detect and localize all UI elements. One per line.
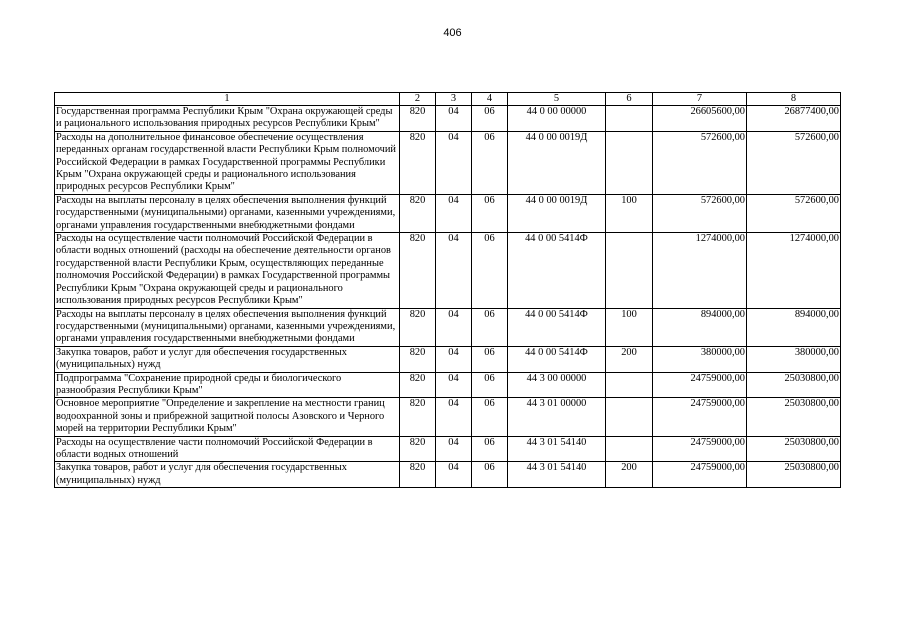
row-expense-type: [606, 106, 653, 132]
row-subsection: 06: [472, 436, 508, 462]
row-target-article: 44 0 00 0019Д: [508, 194, 606, 232]
row-amount-year-2: 572600,00: [747, 194, 841, 232]
row-amount-year-1: 572600,00: [653, 194, 747, 232]
row-name: Закупка товаров, работ и услуг для обеспечения государственных (муниципальных) нужд: [55, 462, 400, 488]
row-target-article: 44 0 00 0019Д: [508, 131, 606, 194]
table-row: [55, 194, 841, 232]
row-amount-year-2: 26877400,00: [747, 106, 841, 132]
row-ministry-code: 820: [400, 233, 436, 308]
row-section: 04: [436, 131, 472, 194]
row-ministry-code: 820: [400, 372, 436, 398]
row-section: 04: [436, 233, 472, 308]
row-ministry-code: 820: [400, 462, 436, 488]
row-ministry-code: 820: [400, 398, 436, 436]
row-ministry-code: 820: [400, 194, 436, 232]
row-amount-year-2: 25030800,00: [747, 372, 841, 398]
row-ministry-code: 820: [400, 346, 436, 372]
header-col-8: 8: [747, 93, 841, 106]
row-subsection: 06: [472, 308, 508, 346]
header-col-5: 5: [508, 93, 606, 106]
row-name: Государственная программа Республики Крым "Охрана окружающей среды и рационального использования природных ресурсов Республики Крым": [55, 106, 400, 132]
row-subsection: 06: [472, 131, 508, 194]
row-amount-year-1: 1274000,00: [653, 233, 747, 308]
header-col-3: 3: [436, 93, 472, 106]
row-amount-year-1: 380000,00: [653, 346, 747, 372]
row-section: 04: [436, 194, 472, 232]
row-ministry-code: 820: [400, 131, 436, 194]
row-name: Основное мероприятие "Определение и закрепление на местности границ водоохранной зоны и прибрежной защитной полосы Азовского и Черного морей на территории Республики Крым": [55, 398, 400, 436]
row-amount-year-1: 24759000,00: [653, 398, 747, 436]
row-name: Расходы на выплаты персоналу в целях обеспечения выполнения функций государственными (муниципальными) органами, казенными учреждениями, органами управления государственными внебюджетными фондами: [55, 308, 400, 346]
row-target-article: 44 0 00 5414Ф: [508, 233, 606, 308]
table-row: [55, 308, 841, 346]
row-amount-year-2: 894000,00: [747, 308, 841, 346]
row-target-article: 44 3 01 54140: [508, 462, 606, 488]
page-number: 406: [443, 27, 462, 39]
row-expense-type: [606, 436, 653, 462]
row-name: Расходы на осуществление части полномочий Российской Федерации в области водных отношений (расходы на обеспечение деятельности органов государственной власти Республики Крым, осуществляющих переданные полномочия Российской Федерации) в рамках Государственной программы Республики Крым "Охрана окружающей среды и рационального использования природных ресурсов Республики Крым": [55, 233, 400, 308]
row-section: 04: [436, 436, 472, 462]
row-amount-year-1: 24759000,00: [653, 372, 747, 398]
row-subsection: 06: [472, 398, 508, 436]
row-subsection: 06: [472, 194, 508, 232]
header-col-1: 1: [55, 93, 400, 106]
table-row: [55, 346, 841, 372]
budget-table: [54, 92, 841, 488]
table-row: [55, 398, 841, 436]
table-row: [55, 131, 841, 194]
row-amount-year-1: 24759000,00: [653, 436, 747, 462]
row-target-article: 44 3 01 54140: [508, 436, 606, 462]
row-subsection: 06: [472, 462, 508, 488]
row-expense-type: 100: [606, 308, 653, 346]
row-section: 04: [436, 398, 472, 436]
header-row: [55, 93, 841, 106]
row-subsection: 06: [472, 106, 508, 132]
table-row: [55, 106, 841, 132]
row-expense-type: 200: [606, 462, 653, 488]
table-row: [55, 462, 841, 488]
row-section: 04: [436, 308, 472, 346]
row-expense-type: 200: [606, 346, 653, 372]
row-section: 04: [436, 346, 472, 372]
row-amount-year-1: 572600,00: [653, 131, 747, 194]
row-ministry-code: 820: [400, 308, 436, 346]
row-subsection: 06: [472, 233, 508, 308]
row-subsection: 06: [472, 346, 508, 372]
table-row: [55, 233, 841, 308]
row-name: Закупка товаров, работ и услуг для обеспечения государственных (муниципальных) нужд: [55, 346, 400, 372]
row-name: Расходы на дополнительное финансовое обеспечение осуществления переданных органам государственной власти Республики Крым полномочий Российской Федерации в рамках Государственной программы Республики Крым "Охрана окружающей среды и рационального использования природных ресурсов Республики Крым": [55, 131, 400, 194]
row-target-article: 44 0 00 5414Ф: [508, 308, 606, 346]
row-expense-type: [606, 372, 653, 398]
row-amount-year-2: 25030800,00: [747, 462, 841, 488]
row-amount-year-1: 26605600,00: [653, 106, 747, 132]
row-amount-year-2: 572600,00: [747, 131, 841, 194]
row-name: Расходы на осуществление части полномочий Российской Федерации в области водных отношений: [55, 436, 400, 462]
row-section: 04: [436, 372, 472, 398]
row-amount-year-2: 25030800,00: [747, 398, 841, 436]
row-amount-year-1: 894000,00: [653, 308, 747, 346]
row-section: 04: [436, 462, 472, 488]
row-expense-type: [606, 233, 653, 308]
row-target-article: 44 0 00 5414Ф: [508, 346, 606, 372]
row-ministry-code: 820: [400, 436, 436, 462]
row-target-article: 44 3 01 00000: [508, 398, 606, 436]
row-expense-type: 100: [606, 194, 653, 232]
row-amount-year-2: 25030800,00: [747, 436, 841, 462]
row-amount-year-1: 24759000,00: [653, 462, 747, 488]
row-target-article: 44 3 00 00000: [508, 372, 606, 398]
row-target-article: 44 0 00 00000: [508, 106, 606, 132]
row-expense-type: [606, 398, 653, 436]
row-ministry-code: 820: [400, 106, 436, 132]
row-section: 04: [436, 106, 472, 132]
row-name: Подпрограмма "Сохранение природной среды и биологического разнообразия Республики Крым": [55, 372, 400, 398]
row-amount-year-2: 380000,00: [747, 346, 841, 372]
row-expense-type: [606, 131, 653, 194]
row-amount-year-2: 1274000,00: [747, 233, 841, 308]
header-col-2: 2: [400, 93, 436, 106]
header-col-4: 4: [472, 93, 508, 106]
header-col-6: 6: [606, 93, 653, 106]
header-col-7: 7: [653, 93, 747, 106]
table-row: [55, 436, 841, 462]
row-name: Расходы на выплаты персоналу в целях обеспечения выполнения функций государственными (муниципальными) органами, казенными учреждениями, органами управления государственными внебюджетными фондами: [55, 194, 400, 232]
row-subsection: 06: [472, 372, 508, 398]
table-row: [55, 372, 841, 398]
